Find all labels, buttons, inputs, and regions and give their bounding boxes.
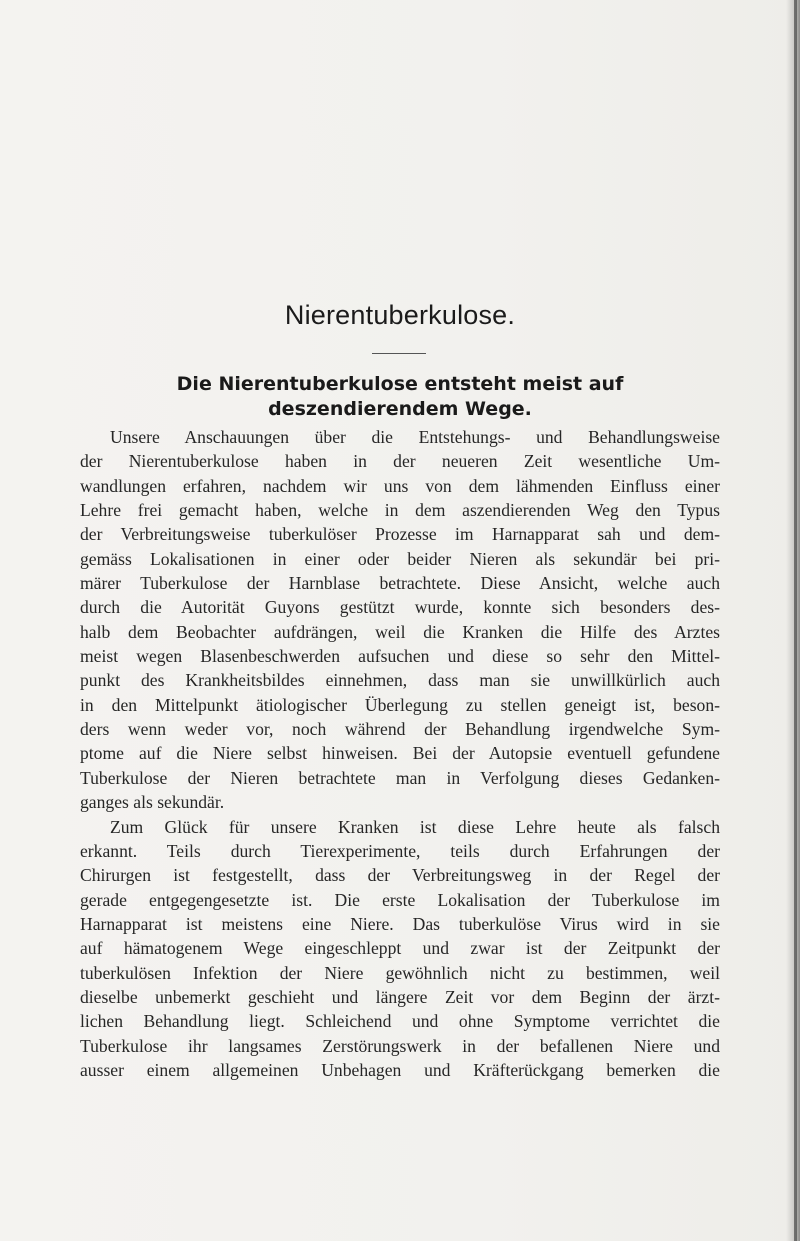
text-line: Lehre frei gemacht haben, welche in dem aszendierenden Weg den Typus [80,500,720,521]
title-divider [372,353,426,354]
text-line: in den Mittelpunkt ätiologischer Überlegung zu stellen geneigt ist, beson- [80,694,720,715]
text-line: gemäss Lokalisationen in einer oder beider Nieren als sekundär bei pri- [80,548,720,569]
text-line: ders wenn weder vor, noch während der Behandlung irgendwelche Sym- [80,719,720,740]
text-line: ptome auf die Niere selbst hinweisen. Bei der Autopsie eventuell gefundene [80,743,720,764]
text-line: Chirurgen ist festgestellt, dass der Verbreitungsweg in der Regel der [80,865,720,886]
text-line: ausser einem allgemeinen Unbehagen und Kräfterückgang bemerken die [80,1059,720,1080]
text-line: ganges als sekundär. [80,792,225,813]
text-line: meist wegen Blasenbeschwerden aufsuchen und diese so sehr den Mittel- [80,646,720,667]
text-line: märer Tuberkulose der Harnblase betrachtete. Diese Ansicht, welche auch [80,573,720,594]
page-edge-shadow [786,0,800,1241]
text-line: halb dem Beobachter aufdrängen, weil die Kranken die Hilfe des Arztes [80,621,720,642]
text-line: der Verbreitungsweise tuberkulöser Prozesse im Harnapparat sah und dem- [80,524,720,545]
text-line: Harnapparat ist meistens eine Niere. Das tuberkulöse Virus wird in sie [80,913,720,934]
text-line: durch die Autorität Guyons gestützt wurde, konnte sich besonders des- [80,597,720,618]
text-line: der Nierentuberkulose haben in der neueren Zeit wesentliche Um- [80,451,720,472]
body-text [80,425,720,1082]
section-heading: Die Nierentuberkulose entsteht meist auf deszendierendem Wege. [176,373,624,420]
text-line: erkannt. Teils durch Tierexperimente, teils durch Erfahrungen der [80,840,720,861]
text-line: wandlungen erfahren, nachdem wir uns von dem lähmenden Einfluss einer [80,475,720,496]
text-line: Unsere Anschauungen über die Entstehungs- und Behandlungsweise [110,427,720,447]
text-line: Tuberkulose ihr langsames Zerstörungswerk in der befallenen Niere und [80,1035,720,1056]
text-line: auf hämatogenem Wege eingeschleppt und zwar ist der Zeitpunkt der [80,938,720,959]
page-edge [794,0,797,1241]
text-line: Tuberkulose der Nieren betrachtete man in Verfolgung dieses Gedanken- [80,767,720,788]
text-line: punkt des Krankheitsbildes einnehmen, dass man sie unwillkürlich auch [80,670,720,691]
chapter-title: Nierentuberkulose. [284,300,516,330]
text-line: lichen Behandlung liegt. Schleichend und ohne Symptome verrichtet die [80,1011,720,1032]
text-line: tuberkulösen Infektion der Niere gewöhnlich nicht zu bestimmen, weil [80,962,720,983]
text-line: Zum Glück für unsere Kranken ist diese Lehre heute als falsch [110,816,720,837]
text-line: dieselbe unbemerkt geschieht und längere Zeit vor dem Beginn der ärzt- [80,986,720,1007]
text-line: gerade entgegengesetzte ist. Die erste Lokalisation der Tuberkulose im [80,889,720,910]
